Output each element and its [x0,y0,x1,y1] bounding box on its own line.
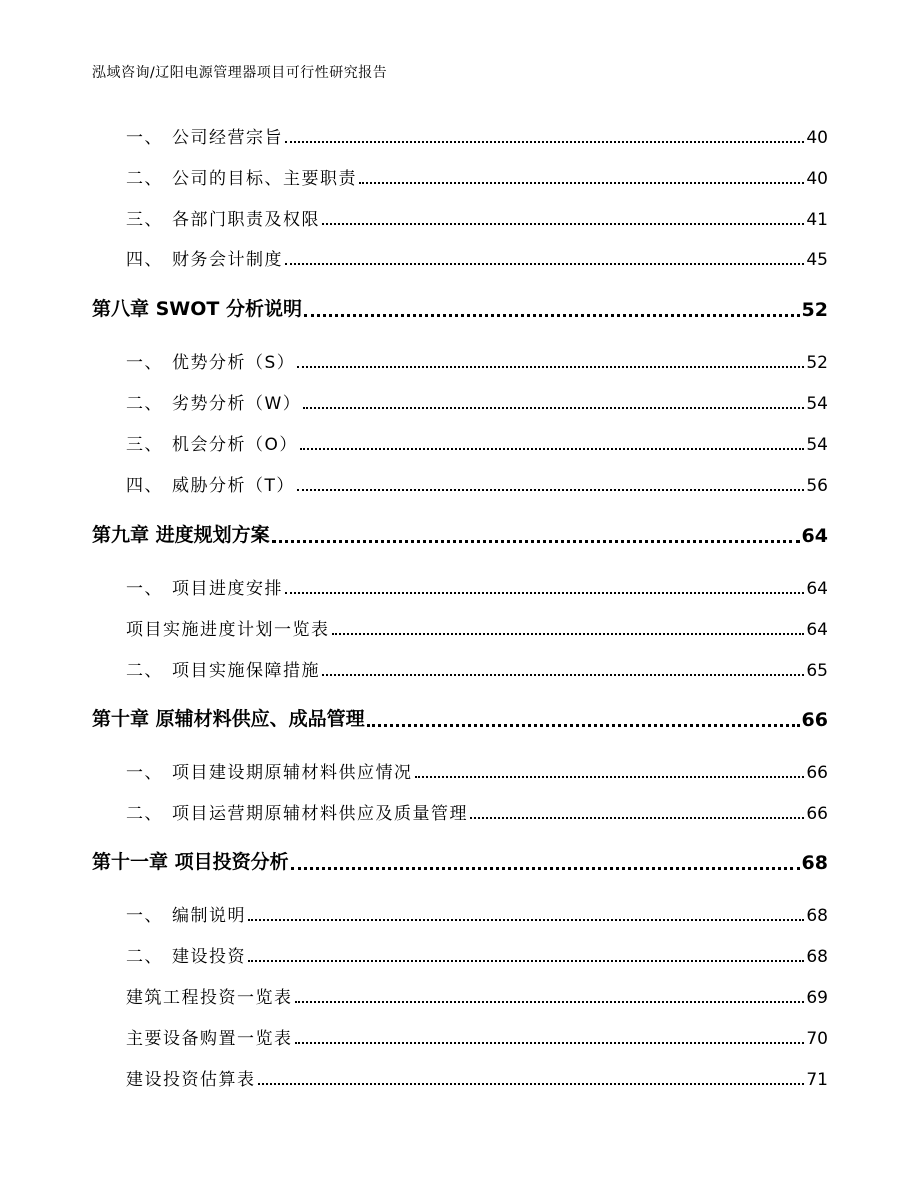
toc-entry-number: 三、 [126,435,163,455]
toc-dot-leader [300,444,804,450]
toc-entry-title [126,430,298,455]
toc-entry-title [126,983,293,1008]
toc-section-entry[interactable] [0,982,828,1008]
toc-dot-leader [322,219,804,225]
toc-page-number: 56 [806,476,828,496]
toc-entry-text: 机会分析（O） [172,435,298,455]
toc-entry-title [126,942,246,967]
toc-entry-number: 二、 [126,394,163,414]
toc-entry-title [126,164,357,189]
toc-page-number: 52 [806,353,828,373]
toc-dot-leader [285,588,804,594]
toc-page-number: 54 [806,435,828,455]
toc-section-entry[interactable] [0,614,828,640]
toc-dot-leader [248,915,804,921]
toc-entry-text: 建设投资 [172,947,246,967]
toc-page-number: 66 [806,804,828,824]
toc-entry-text: 项目进度安排 [172,579,283,599]
toc-entry-number: 一、 [126,763,163,783]
toc-entry-title [126,656,320,681]
toc-dot-leader [291,863,800,870]
toc-entry-title [92,847,289,874]
toc-section-entry[interactable] [0,347,828,373]
toc-page-number: 68 [806,947,828,967]
toc-entry-text: 项目实施保障措施 [172,661,320,681]
toc-section-entry[interactable] [0,163,828,189]
toc-entry-title [126,471,295,496]
toc-entry-text: 项目建设期原辅材料供应情况 [172,763,413,783]
toc-entry-title [126,1024,293,1049]
toc-entry-number: 三、 [126,210,163,230]
toc-entry-title [126,615,330,640]
toc-section-entry[interactable] [0,655,828,681]
toc-dot-leader [367,720,800,727]
toc-dot-leader [322,670,804,676]
toc-entry-text: 第八章 SWOT 分析说明 [92,298,302,320]
toc-page-number: 40 [806,128,828,148]
toc-entry-number: 一、 [126,579,163,599]
toc-page-number: 40 [806,169,828,189]
toc-entry-title [126,123,283,148]
toc-entry-number: 二、 [126,661,163,681]
toc-dot-leader [359,178,804,184]
toc-entry-title [92,294,302,321]
toc-entry-number: 四、 [126,250,163,270]
toc-dot-leader [304,310,800,317]
toc-dot-leader [332,629,805,635]
toc-entry-text: 项目运营期原辅材料供应及质量管理 [172,804,468,824]
toc-entry-text: 财务会计制度 [172,250,283,270]
toc-dot-leader [415,772,805,778]
toc-entry-text: 建筑工程投资一览表 [126,988,293,1008]
toc-page-number: 54 [806,394,828,414]
toc-dot-leader [295,1038,805,1044]
toc-chapter-entry[interactable] [0,521,828,547]
toc-page-number: 52 [801,299,828,321]
toc-dot-leader [272,536,800,543]
toc-entry-number: 一、 [126,353,163,373]
toc-entry-title [126,758,413,783]
toc-entry-text: 公司经营宗旨 [172,128,283,148]
toc-entry-title [92,704,365,731]
toc-dot-leader [470,813,804,819]
toc-entry-title [126,901,246,926]
toc-entry-number: 四、 [126,476,163,496]
toc-entry-number: 一、 [126,906,163,926]
toc-page-number: 68 [801,852,828,874]
toc-page-number: 45 [806,250,828,270]
toc-section-entry[interactable] [0,204,828,230]
toc-dot-leader [297,362,804,368]
toc-entry-text: 优势分析（S） [172,353,296,373]
toc-section-entry[interactable] [0,122,828,148]
toc-entry-title [126,205,320,230]
toc-entry-text: 公司的目标、主要职责 [172,169,357,189]
toc-entry-text: 第十章 原辅材料供应、成品管理 [92,708,365,730]
toc-entry-text: 第十一章 项目投资分析 [92,851,289,873]
toc-dot-leader [297,485,804,491]
toc-entry-title [92,520,270,547]
toc-entry-title [126,574,283,599]
toc-entry-title [126,1065,256,1090]
toc-section-entry[interactable] [0,757,828,783]
toc-section-entry[interactable] [0,470,828,496]
toc-page-number: 64 [806,579,828,599]
toc-page-number: 66 [806,763,828,783]
toc-section-entry[interactable] [0,941,828,967]
toc-entry-text: 劣势分析（W） [172,394,302,414]
toc-page-number: 70 [806,1029,828,1049]
toc-entry-number: 二、 [126,169,163,189]
toc-entry-text: 第九章 进度规划方案 [92,524,270,546]
toc-entry-title [126,389,301,414]
toc-dot-leader [295,997,805,1003]
toc-entry-number: 二、 [126,804,163,824]
toc-section-entry[interactable] [0,1064,828,1090]
toc-entry-title [126,799,468,824]
toc-page-number: 41 [806,210,828,230]
toc-section-entry[interactable] [0,900,828,926]
toc-entry-text: 各部门职责及权限 [172,210,320,230]
toc-entry-number: 一、 [126,128,163,148]
toc-section-entry[interactable] [0,429,828,455]
toc-page-number: 64 [806,620,828,640]
toc-dot-leader [303,403,804,409]
toc-section-entry[interactable] [0,798,828,824]
toc-page-number: 65 [806,661,828,681]
toc-entry-title [126,245,283,270]
toc-entry-text: 主要设备购置一览表 [126,1029,293,1049]
toc-page-number: 71 [806,1070,828,1090]
toc-chapter-entry[interactable] [0,295,828,321]
header-divider [92,86,828,87]
toc-dot-leader [285,137,804,143]
toc-chapter-entry[interactable] [0,705,828,731]
toc-entry-text: 项目实施进度计划一览表 [126,620,330,640]
toc-dot-leader [258,1079,805,1085]
toc-entry-title [126,348,295,373]
toc-section-entry[interactable] [0,388,828,414]
toc-dot-leader [248,956,804,962]
toc-section-entry[interactable] [0,1023,828,1049]
toc-page-number: 69 [806,988,828,1008]
toc-chapter-entry[interactable] [0,848,828,874]
toc-entry-text: 编制说明 [172,906,246,926]
toc-entry-text: 建设投资估算表 [126,1070,256,1090]
toc-section-entry[interactable] [0,244,828,270]
toc-entry-number: 二、 [126,947,163,967]
toc-section-entry[interactable] [0,573,828,599]
toc-page-number: 66 [801,709,828,731]
page-header: 泓域咨询/辽阳电源管理器项目可行性研究报告 [92,65,388,81]
toc-page-number: 68 [806,906,828,926]
toc-page-number: 64 [801,525,828,547]
toc-entry-text: 威胁分析（T） [172,476,295,496]
toc-dot-leader [285,259,804,265]
